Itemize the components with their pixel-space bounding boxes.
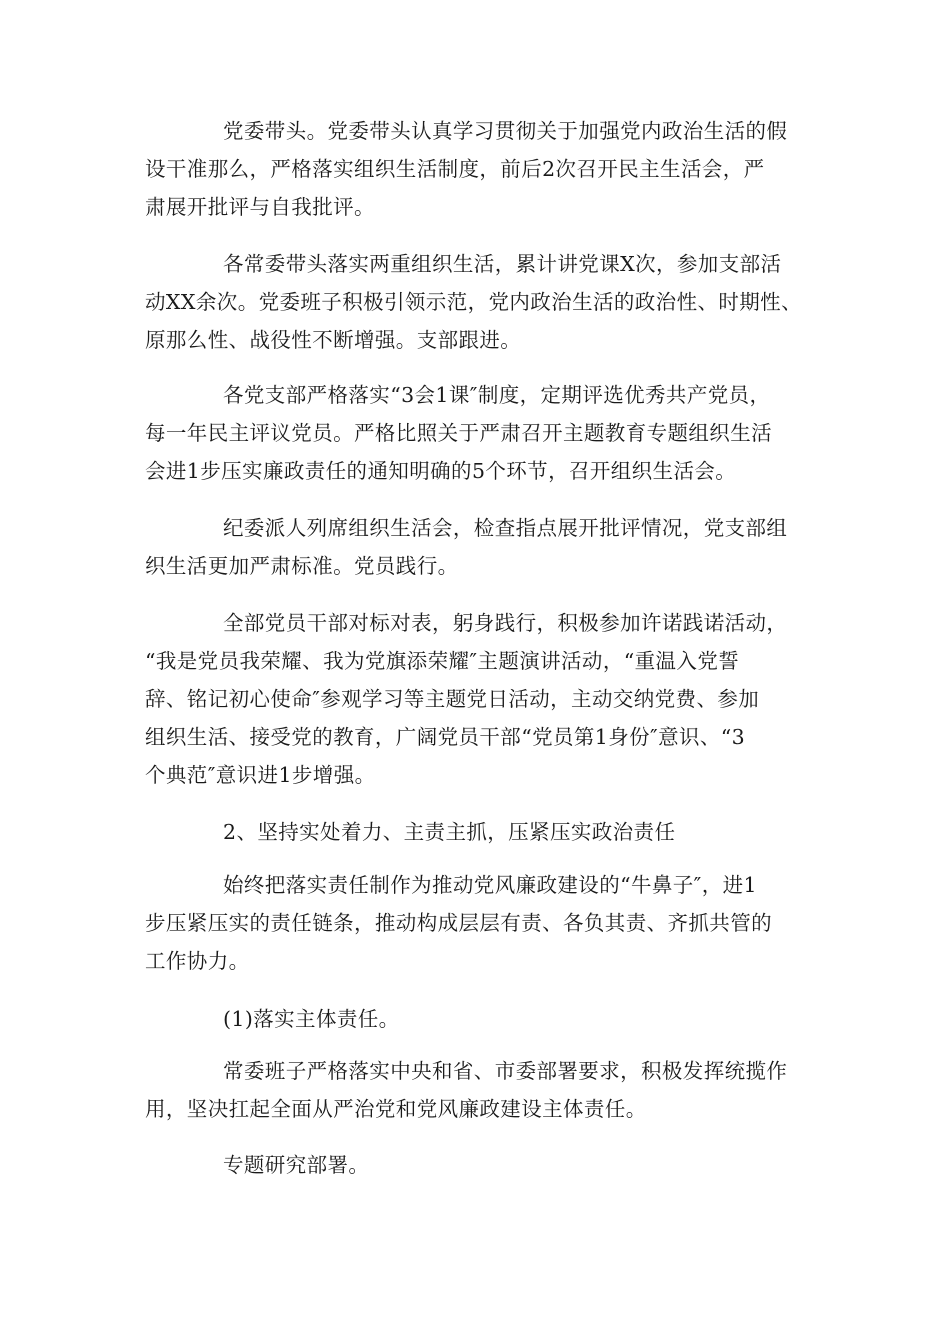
text-line: 步压紧压实的责任链条，推动构成层层有责、各负其责、齐抓共管的 bbox=[145, 911, 772, 935]
text-line: 党委带头。党委带头认真学习贯彻关于加强党内政治生活的假 bbox=[223, 119, 788, 143]
paragraph-1 bbox=[145, 112, 817, 226]
text-line: 始终把落实责任制作为推动党风廉政建设的“牛鼻子″，进1 bbox=[223, 873, 757, 897]
paragraph-7 bbox=[145, 866, 817, 980]
text-line: 辞、铭记初心使命″参观学习等主题党日活动，主动交纳党费、参加 bbox=[145, 687, 760, 711]
text-line: 个典范″意识进1步增强。 bbox=[145, 763, 376, 787]
paragraph-4 bbox=[145, 509, 817, 585]
text-line: 全部党员干部对标对表，躬身践行，积极参加许诺践诺活动， bbox=[223, 611, 788, 635]
text-line: 常委班子严格落实中央和省、市委部署要求，积极发挥统揽作 bbox=[223, 1059, 788, 1083]
text-line: 设干准那么，严格落实组织生活制度，前后2次召开民主生活会，严 bbox=[145, 157, 765, 181]
text-line: 组织生活、接受党的教育，广阔党员干部“党员第1身份″意识、“3 bbox=[145, 725, 746, 749]
paragraph-10 bbox=[145, 1146, 817, 1184]
text-line: 专题研究部署。 bbox=[223, 1153, 370, 1177]
section-heading bbox=[145, 813, 817, 851]
paragraph-9 bbox=[145, 1052, 817, 1128]
text-line: 每一年民主评议党员。严格比照关于严肃召开主题教育专题组织生活 bbox=[145, 421, 772, 445]
text-line: 原那么性、战役性不断增强。支部跟进。 bbox=[145, 328, 522, 352]
text-line: “我是党员我荣耀、我为党旗添荣耀″主题演讲活动，“重温入党誓 bbox=[145, 649, 740, 673]
text-line: 肃展开批评与自我批评。 bbox=[145, 195, 375, 219]
text-line: 动XX余次。党委班子积极引领示范，党内政治生活的政治性、时期性、 bbox=[145, 290, 802, 314]
text-line: 纪委派人列席组织生活会，检查指点展开批评情况，党支部组 bbox=[223, 516, 788, 540]
text-line: 会进1步压实廉政责任的通知明确的5个环节，召开组织生活会。 bbox=[145, 459, 737, 483]
text-line: 2、坚持实处着力、主责主抓，压紧压实政治责任 bbox=[223, 820, 676, 844]
text-line: 织生活更加严肃标准。党员践行。 bbox=[145, 554, 459, 578]
paragraph-2 bbox=[145, 245, 817, 359]
text-line: (1)落实主体责任。 bbox=[223, 1007, 400, 1031]
text-line: 各常委带头落实两重组织生活，累计讲党课X次，参加支部活 bbox=[223, 252, 782, 276]
text-line: 工作协力。 bbox=[145, 949, 250, 973]
text-line: 用，坚决扛起全面从严治党和党风廉政建设主体责任。 bbox=[145, 1097, 647, 1121]
text-line: 各党支部严格落实“3会1课″制度，定期评选优秀共产党员， bbox=[223, 383, 771, 407]
paragraph-5 bbox=[145, 604, 817, 794]
paragraph-3 bbox=[145, 376, 817, 490]
subsection-heading bbox=[145, 1000, 817, 1038]
